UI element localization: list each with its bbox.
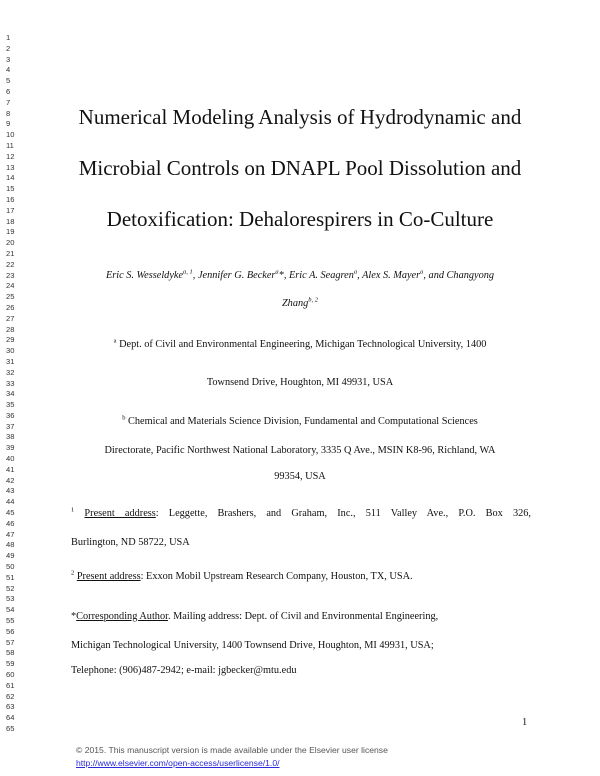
line-number: 7 bbox=[6, 97, 11, 107]
author-zhang: Zhang bbox=[281, 298, 309, 309]
title-line-3: Detoxification: Dehalorespirers in Co-Culture bbox=[106, 207, 494, 231]
line-number: 1 bbox=[6, 33, 11, 42]
line-number: 3 bbox=[6, 54, 11, 64]
line-number: 25 bbox=[6, 292, 15, 302]
affiliation-b-line-2: Directorate, Pacific Northwest National Laboratory, 3335 Q Ave., MSIN K8-96, Richland, WA bbox=[104, 445, 496, 456]
line-number: 59 bbox=[6, 659, 15, 669]
line-number: 38 bbox=[6, 432, 15, 442]
author-affiliation-mark: b, 2 bbox=[308, 296, 319, 304]
title-line-1: Numerical Modeling Analysis of Hydrodynamic and bbox=[78, 105, 522, 129]
line-number: 24 bbox=[6, 281, 15, 291]
affiliation-b-line-3: 99354, USA bbox=[274, 471, 326, 482]
author-list-line-2 bbox=[40, 298, 560, 309]
line-number: 12 bbox=[6, 151, 15, 161]
line-number: 29 bbox=[6, 335, 15, 345]
line-number: 65 bbox=[6, 724, 15, 733]
line-number: 10 bbox=[6, 130, 15, 140]
line-number: 27 bbox=[6, 313, 15, 323]
present-address-1-line-2: Burlington, ND 58722, USA bbox=[71, 537, 190, 548]
author-mayer: , Alex S. Mayer bbox=[357, 270, 421, 281]
corresponding-author-label: Corresponding Author bbox=[76, 611, 168, 622]
line-number: 55 bbox=[6, 616, 15, 626]
line-number: 6 bbox=[6, 86, 11, 96]
line-number: 57 bbox=[6, 637, 15, 647]
corresponding-author-contact: Telephone: (906)487-2942; e-mail: jgbecker@mtu.edu bbox=[71, 665, 297, 676]
line-number: 43 bbox=[6, 486, 15, 496]
line-number: 36 bbox=[6, 410, 15, 420]
affiliation-a-line-1: $^a$ Dept. of Civil and Environmental Engineering, Michigan Technological University, 1400 bbox=[113, 337, 487, 350]
line-number: 17 bbox=[6, 205, 15, 215]
line-number: 52 bbox=[6, 583, 15, 593]
present-address-label: Present address bbox=[84, 508, 156, 519]
license-link[interactable]: http://www.elsevier.com/open-access/userlicense/1.0/ bbox=[76, 758, 280, 768]
line-number: 64 bbox=[6, 713, 15, 723]
line-number: 5 bbox=[6, 76, 11, 86]
line-number: 58 bbox=[6, 648, 15, 658]
corresponding-author-line-1: *Corresponding Author. Mailing address: Dept. of Civil and Environmental Engineering, bbox=[71, 611, 439, 622]
line-number: 9 bbox=[6, 119, 11, 129]
line-number: 50 bbox=[6, 562, 15, 572]
line-number: 62 bbox=[6, 691, 15, 701]
line-number: 8 bbox=[6, 108, 11, 118]
corresponding-author-line-2: Michigan Technological University, 1400 Townsend Drive, Houghton, MI 49931, USA; bbox=[71, 640, 434, 651]
line-number: 4 bbox=[6, 65, 11, 75]
line-number: 20 bbox=[6, 238, 15, 248]
line-number: 32 bbox=[6, 367, 15, 377]
line-number: 14 bbox=[6, 173, 15, 183]
line-number: 2 bbox=[6, 43, 11, 53]
line-number: 41 bbox=[6, 464, 15, 474]
corresponding-author-mark: * bbox=[278, 270, 284, 281]
author-affiliation-mark: a bbox=[275, 268, 279, 276]
line-number: 46 bbox=[6, 518, 15, 528]
line-number: 44 bbox=[6, 497, 15, 507]
line-number: 34 bbox=[6, 389, 15, 399]
line-number: 49 bbox=[6, 551, 15, 561]
line-number: 45 bbox=[6, 508, 15, 518]
affiliation-a-mark: a bbox=[113, 337, 117, 345]
line-number: 15 bbox=[6, 184, 15, 194]
line-number: 56 bbox=[6, 626, 15, 636]
title-line-2: Microbial Controls on DNAPL Pool Dissolution and bbox=[78, 156, 522, 180]
footnote-2-mark: 2 bbox=[71, 569, 75, 577]
line-number: 54 bbox=[6, 605, 15, 615]
line-number: 31 bbox=[6, 356, 15, 366]
affiliation-b-line-1: $^b$ Chemical and Materials Science Division, Fundamental and Computational Sciences bbox=[122, 414, 478, 427]
corresponding-author-star: * bbox=[71, 611, 77, 622]
author-zhang-given-name: , and Changyong bbox=[423, 270, 495, 281]
line-number: 16 bbox=[6, 194, 15, 204]
present-address-1-line-1: $^1$ Present address: Leggette, Brashers, and Graham, Inc., 511 Valley Ave., P.O. Box 326, bbox=[71, 506, 532, 519]
line-number: 61 bbox=[6, 680, 15, 690]
affiliation-b-mark: b bbox=[122, 414, 126, 422]
line-number: 30 bbox=[6, 346, 15, 356]
line-number: 48 bbox=[6, 540, 15, 550]
line-number: 13 bbox=[6, 162, 15, 172]
footnote-1-mark: 1 bbox=[71, 506, 75, 514]
page-number: 1 bbox=[522, 717, 528, 728]
author-affiliation-mark: a, 1 bbox=[183, 268, 193, 276]
license-notice: © 2015. This manuscript version is made available under the Elsevier user license bbox=[76, 745, 388, 755]
author-becker: , Jennifer G. Becker bbox=[192, 270, 276, 281]
author-affiliation-mark: a bbox=[353, 268, 358, 276]
author-wesseldyke: Eric S. Wesseldyke bbox=[105, 270, 184, 281]
present-address-2: $^2$ Present address: Exxon Mobil Upstream Research Company, Houston, TX, USA. bbox=[71, 569, 413, 582]
line-number: 35 bbox=[6, 400, 15, 410]
line-number: 60 bbox=[6, 670, 15, 680]
line-number: 47 bbox=[6, 529, 15, 539]
line-number: 18 bbox=[6, 216, 15, 226]
line-number: 28 bbox=[6, 324, 15, 334]
line-number: 51 bbox=[6, 572, 15, 582]
present-address-label: Present address bbox=[76, 571, 141, 582]
line-number: 22 bbox=[6, 259, 15, 269]
line-number: 53 bbox=[6, 594, 15, 604]
line-number-gutter bbox=[6, 33, 30, 735]
line-number: 40 bbox=[6, 454, 15, 464]
author-list-line-1 bbox=[40, 270, 560, 281]
author-affiliation-mark: a bbox=[420, 268, 424, 276]
line-number: 26 bbox=[6, 302, 15, 312]
line-number: 37 bbox=[6, 421, 15, 431]
line-number: 63 bbox=[6, 702, 15, 712]
line-number: 11 bbox=[6, 140, 14, 150]
line-number: 21 bbox=[6, 248, 15, 258]
line-number: 42 bbox=[6, 475, 15, 485]
line-number: 39 bbox=[6, 443, 15, 453]
line-number: 33 bbox=[6, 378, 15, 388]
line-number: 19 bbox=[6, 227, 15, 237]
affiliation-a-line-2: Townsend Drive, Houghton, MI 49931, USA bbox=[206, 377, 394, 388]
author-seagren: , Eric A. Seagren bbox=[283, 270, 354, 281]
line-number: 23 bbox=[6, 270, 15, 280]
